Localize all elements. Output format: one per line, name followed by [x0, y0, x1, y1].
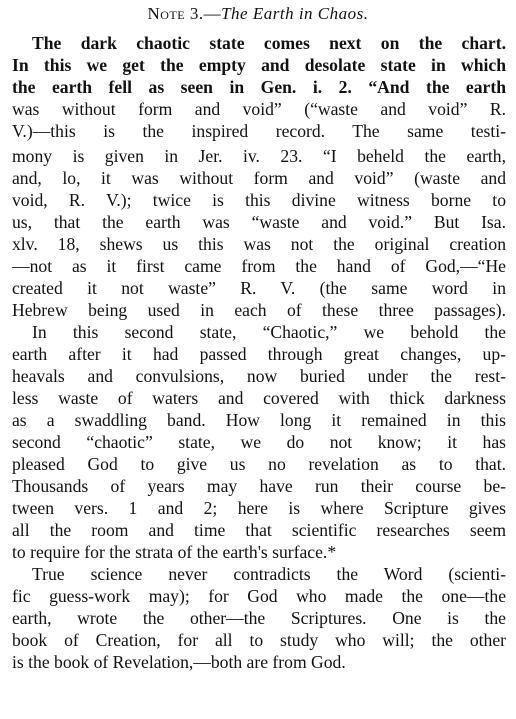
text-line: True science never contradicts the Word (scienti-: [32, 564, 506, 584]
text-line: second “chaotic” state, we do not know; it has: [12, 432, 506, 452]
text-line: was without form and void” (“waste and void” R.: [12, 99, 506, 119]
text-line: and, lo, it was without form and void” (waste and: [12, 168, 506, 188]
text-line: us, that the earth was “waste and void.” But Isa.: [12, 212, 506, 232]
text-line: tween vers. 1 and 2; here is where Scripture gives: [12, 498, 506, 518]
text-line: to require for the strata of the earth's surface.*: [12, 542, 337, 562]
text-line: —not as it first came from the hand of God,—“He: [12, 256, 506, 276]
text-line: less waste of waters and covered with thick darkness: [12, 388, 506, 408]
text-line: all the room and time that scientific researches seem: [12, 520, 506, 540]
text-line: heavals and convulsions, now buried under the rest-: [12, 366, 506, 386]
text-line: void, R. V.); twice is this divine witness borne to: [12, 190, 506, 210]
text-line: the earth fell as seen in Gen. i. 2. “And the earth: [12, 77, 506, 97]
text-line: Thousands of years may have run their course be-: [12, 476, 506, 496]
text-line: fic guess-work may); for God who made the one—the: [12, 586, 506, 606]
text-line: is the book of Revelation,—both are from God.: [12, 652, 346, 672]
text-line: mony is given in Jer. iv. 23. “I beheld the earth,: [12, 146, 506, 166]
text-line: earth after it had passed through great changes, up-: [12, 344, 506, 364]
text-line: as a swaddling band. How long it remained in this: [12, 410, 506, 430]
text-line: The dark chaotic state comes next on the chart.: [32, 33, 506, 53]
text-line: created it not waste” R. V. (the same word in: [12, 278, 506, 298]
text-line: Hebrew being used in each of these three passages).: [12, 300, 506, 320]
text-line: pleased God to give us no revelation as to that.: [12, 454, 506, 474]
text-line: V.)—this is the inspired record. The same testi-: [12, 121, 506, 141]
page-title: [0, 4, 516, 24]
note-label: Note 3.: [147, 4, 204, 23]
text-line: xlv. 18, shews us this was not the original creation: [12, 234, 506, 254]
text-line: book of Creation, for all to study who will; the other: [12, 630, 506, 650]
text-line: In this second state, “Chaotic,” we behold the: [32, 322, 506, 342]
text-line: In this we get the empty and desolate state in which: [12, 55, 506, 75]
title-text: The Earth in Chaos.: [221, 4, 369, 23]
text-line: earth, wrote the other—the Scriptures. One is the: [12, 608, 506, 628]
title-dash: —: [203, 4, 222, 23]
